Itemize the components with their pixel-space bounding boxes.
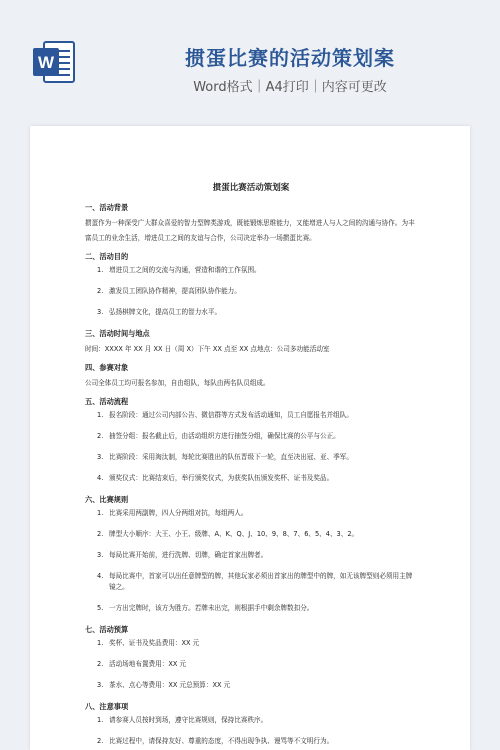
list-item: 2. 牌型大小顺序：大王、小王、级牌、A、K、Q、J、10、9、8、7、6、5、4、3、2。 — [97, 530, 359, 538]
list-item: 5. 一方出完牌时，该方为胜方。若牌未出完，则根据手中剩余牌数扣分。 — [97, 604, 314, 612]
section-paragraph: 掼蛋作为一种深受广大群众喜爱的智力型牌类游戏，既能锻炼思维能力，又能增进人与人之间的沟通与协作。为丰富员工的业余生活，增进员工之间的友谊与合作，公司决定举办一场掼蛋比赛。 — [85, 219, 415, 242]
page-header — [0, 0, 500, 110]
page-subtitle: Word格式｜A4打印｜内容可更改 — [193, 80, 387, 95]
list-item: 1. 增进员工之间的交流与沟通，营造和谐的工作氛围。 — [97, 266, 261, 274]
list-item: 2. 活动场地布置费用：XX 元 — [97, 660, 187, 668]
list-item: 4. 每局比赛中，首家可以出任意牌型的牌，其他玩家必须出首家出的牌型中的牌，如无该牌型则必须用主牌镜之。 — [97, 572, 413, 591]
word-icon-letter: W — [37, 53, 55, 72]
section-heading: 八、注意事项 — [85, 702, 129, 711]
section-heading: 六、比赛规则 — [85, 495, 129, 504]
word-icon — [30, 38, 78, 86]
section-heading: 七、活动预算 — [85, 625, 129, 634]
page-title: 掼蛋比赛的活动策划案 — [185, 46, 395, 70]
list-item: 3. 每局比赛开始前，进行洗牌、切牌，确定首家出牌者。 — [97, 551, 268, 559]
list-item: 4. 颁奖仪式：比赛结束后，举行颁奖仪式，为获奖队伍颁发奖杯、证书及奖品。 — [97, 474, 334, 482]
list-item: 2. 激发员工团队协作精神，提高团队协作能力。 — [97, 287, 241, 295]
document-title: 掼蛋比赛活动策划案 — [212, 183, 290, 193]
section-heading: 一、活动背景 — [85, 203, 129, 212]
list-item: 3. 比赛阶段：采用淘汰制，每轮比赛胜出的队伍晋级下一轮，直至决出冠、亚、季军。 — [97, 453, 353, 461]
list-item: 1. 请参赛人员按时到场，遵守比赛规则，保持比赛秩序。 — [97, 716, 268, 724]
section-paragraph: 公司全体员工均可报名参加，自由组队，每队由两名队员组成。 — [85, 379, 270, 387]
list-item: 3. 弘扬棋牌文化，提高员工的智力水平。 — [97, 308, 222, 316]
list-item: 3. 茶水、点心等费用：XX 元总预算：XX 元 — [97, 681, 231, 689]
list-item: 1. 比赛采用两副牌，四人分两组对抗，每组两人。 — [97, 509, 248, 517]
document-page — [30, 126, 470, 750]
section-heading: 五、活动流程 — [85, 397, 129, 406]
list-item: 2. 抽签分组：报名截止后，由活动组织方进行抽签分组，确保比赛的公平与公正。 — [97, 432, 340, 440]
section-heading: 四、参赛对象 — [85, 363, 129, 372]
document-body — [85, 181, 417, 750]
section-heading: 三、活动时间与地点 — [85, 329, 150, 338]
section-paragraph: 时间：XXXX 年 XX 月 XX 日（周 X）下午 XX 点至 XX 点地点：公司多功能活动室 — [85, 345, 330, 353]
list-item: 1. 报名阶段：通过公司内部公告、微信群等方式发布活动通知，员工自愿报名并组队。 — [97, 411, 353, 419]
list-item: 2. 比赛过程中，请保持友好、尊重的态度，不得出现争执、谩骂等不文明行为。 — [97, 737, 334, 745]
list-item: 1. 奖杯、证书及奖品费用：XX 元 — [97, 639, 200, 647]
section-heading: 二、活动目的 — [85, 252, 129, 261]
